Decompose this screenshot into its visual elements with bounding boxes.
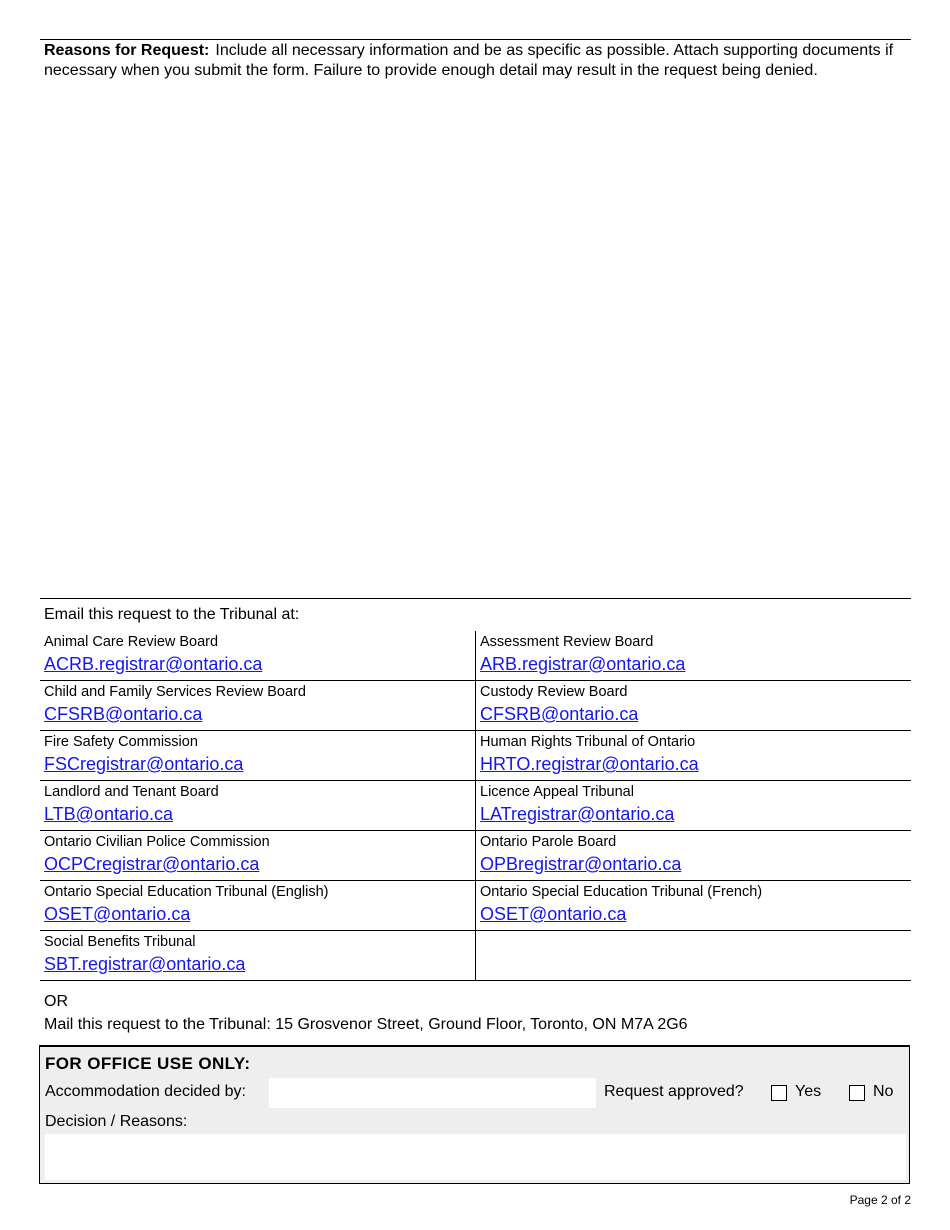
reasons-text: Include all necessary information and be as specific as possible. Attach supporting documents if necessary when you submit the form. Failure to provide enough detail may result in the request being denied. bbox=[44, 42, 894, 79]
tribunal-cell bbox=[40, 881, 475, 931]
tribunal-email-link[interactable]: FSCregistrar@ontario.ca bbox=[44, 754, 244, 774]
mail-address-text: Mail this request to the Tribunal: 15 Grosvenor Street, Ground Floor, Toronto, ON M7A 2G6 bbox=[44, 1016, 688, 1033]
decision-label: Decision / Reasons: bbox=[45, 1113, 188, 1130]
tribunal-name: Ontario Special Education Tribunal (French) bbox=[480, 884, 763, 900]
tribunal-email-link[interactable]: OSET@ontario.ca bbox=[480, 904, 627, 924]
tribunal-cell bbox=[475, 631, 911, 681]
tribunal-email-link[interactable]: HRTO.registrar@ontario.ca bbox=[480, 754, 699, 774]
tribunal-cell bbox=[475, 781, 911, 831]
approved-yes-label: Yes bbox=[795, 1083, 822, 1100]
tribunal-cell bbox=[475, 881, 911, 931]
tribunal-name: Child and Family Services Review Board bbox=[44, 684, 306, 700]
tribunal-name: Ontario Parole Board bbox=[480, 834, 617, 850]
tribunal-name: Social Benefits Tribunal bbox=[44, 934, 196, 950]
tribunal-cell bbox=[40, 931, 475, 981]
tribunal-email-link[interactable]: OPBregistrar@ontario.ca bbox=[480, 854, 682, 874]
tribunal-cell bbox=[40, 731, 475, 781]
tribunal-email-table bbox=[40, 631, 911, 981]
tribunal-name: Licence Appeal Tribunal bbox=[480, 784, 634, 800]
top-rule bbox=[40, 39, 911, 40]
approved-no-checkbox[interactable] bbox=[849, 1085, 865, 1101]
tribunal-name: Fire Safety Commission bbox=[44, 734, 198, 750]
request-approved-label: Request approved? bbox=[604, 1083, 744, 1100]
tribunal-name: Animal Care Review Board bbox=[44, 634, 219, 650]
tribunal-name: Ontario Special Education Tribunal (English) bbox=[44, 884, 329, 900]
reasons-label: Reasons for Request: bbox=[44, 42, 210, 59]
approved-yes-checkbox[interactable] bbox=[771, 1085, 787, 1101]
tribunal-name: Custody Review Board bbox=[480, 684, 628, 700]
tribunal-cell bbox=[40, 631, 475, 681]
reasons-instructions bbox=[44, 41, 906, 81]
accommodation-input[interactable] bbox=[269, 1078, 596, 1108]
page-number: Page 2 of 2 bbox=[849, 1193, 911, 1207]
tribunal-cell bbox=[475, 731, 911, 781]
tribunal-name: Human Rights Tribunal of Ontario bbox=[480, 734, 696, 750]
email-heading: Email this request to the Tribunal at: bbox=[44, 606, 300, 623]
office-use-panel bbox=[39, 1045, 910, 1184]
reasons-text-area[interactable] bbox=[40, 104, 911, 594]
tribunal-cell bbox=[40, 831, 475, 881]
tribunal-email-link[interactable]: OCPCregistrar@ontario.ca bbox=[44, 854, 260, 874]
tribunal-email-link[interactable]: LATregistrar@ontario.ca bbox=[480, 804, 675, 824]
tribunal-email-link[interactable]: ARB.registrar@ontario.ca bbox=[480, 654, 686, 674]
tribunal-name: Landlord and Tenant Board bbox=[44, 784, 219, 800]
tribunal-cell bbox=[475, 681, 911, 731]
tribunal-cell bbox=[475, 831, 911, 881]
email-section-rule bbox=[40, 598, 911, 599]
approved-no-label: No bbox=[873, 1083, 894, 1100]
empty-cell bbox=[475, 931, 911, 981]
tribunal-email-link[interactable]: ACRB.registrar@ontario.ca bbox=[44, 654, 263, 674]
tribunal-email-link[interactable]: CFSRB@ontario.ca bbox=[44, 704, 203, 724]
decision-reasons-input[interactable] bbox=[45, 1134, 906, 1180]
tribunal-name: Ontario Civilian Police Commission bbox=[44, 834, 270, 850]
tribunal-email-link[interactable]: CFSRB@ontario.ca bbox=[480, 704, 639, 724]
tribunal-name: Assessment Review Board bbox=[480, 634, 654, 650]
office-use-title: FOR OFFICE USE ONLY: bbox=[45, 1054, 251, 1073]
tribunal-email-link[interactable]: LTB@ontario.ca bbox=[44, 804, 173, 824]
or-text: OR bbox=[44, 993, 68, 1010]
tribunal-cell bbox=[40, 781, 475, 831]
tribunal-email-link[interactable]: OSET@ontario.ca bbox=[44, 904, 191, 924]
tribunal-cell bbox=[40, 681, 475, 731]
tribunal-email-link[interactable]: SBT.registrar@ontario.ca bbox=[44, 954, 246, 974]
accommodation-label: Accommodation decided by: bbox=[45, 1083, 246, 1100]
